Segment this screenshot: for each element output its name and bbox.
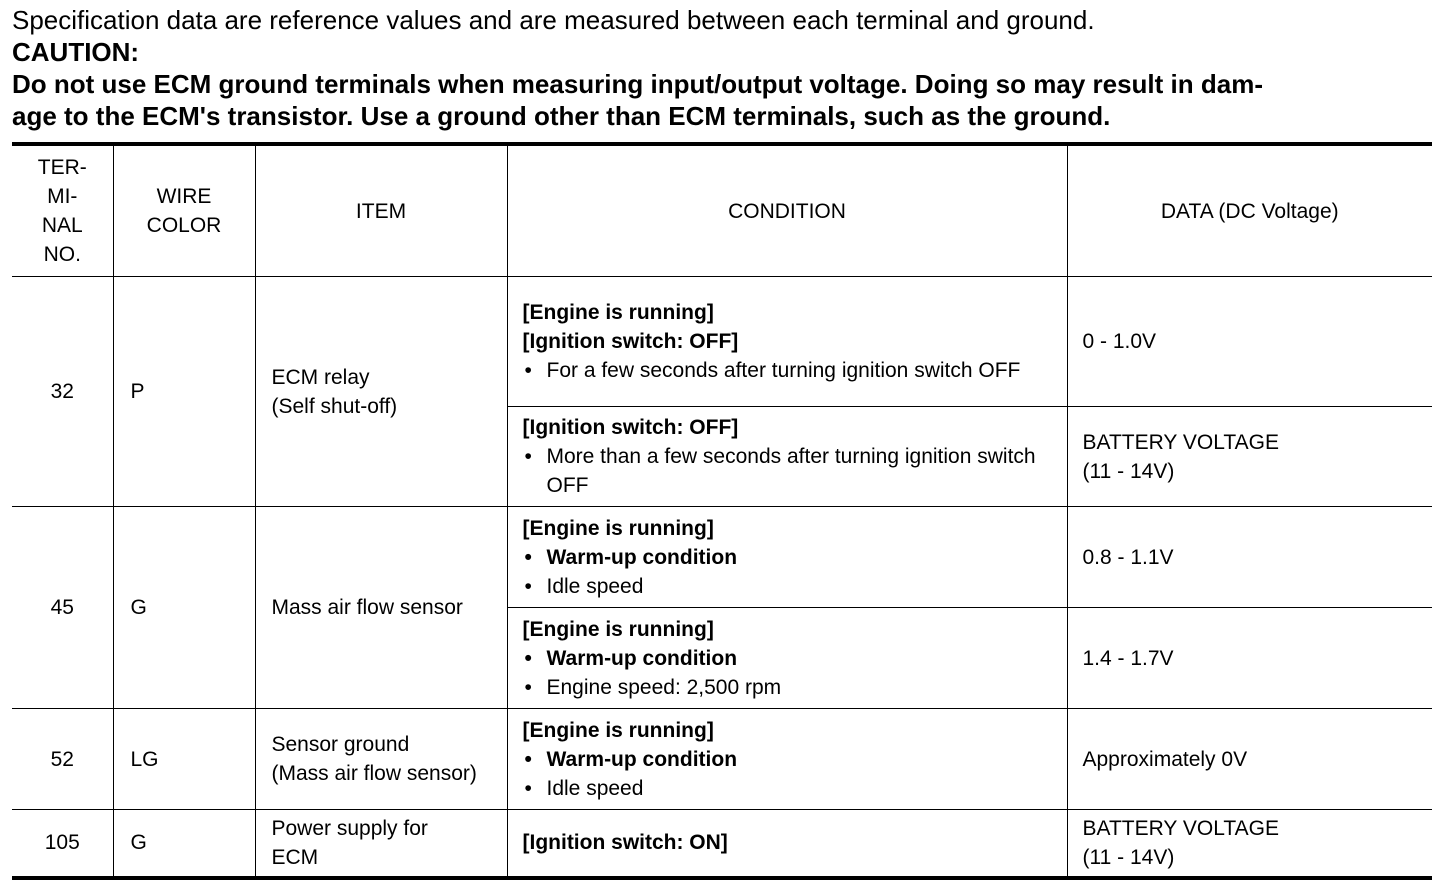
header-text: TER- bbox=[37, 156, 87, 179]
condition-heading: [Engine is running] bbox=[522, 516, 714, 540]
data-value: 1.4 - 1.7V bbox=[1082, 646, 1174, 670]
condition-heading: [Engine is running] bbox=[522, 718, 714, 742]
caution-title: CAUTION: bbox=[12, 37, 140, 67]
condition-heading: [Ignition switch: OFF] bbox=[522, 416, 739, 439]
item-cell bbox=[255, 507, 507, 709]
terminal-no: 105 bbox=[12, 810, 113, 878]
condition-bullet: • For a few seconds after turning ignition switch OFF bbox=[523, 356, 1061, 385]
header-text: MI- bbox=[47, 185, 78, 208]
data-value: BATTERY VOLTAGE bbox=[1082, 816, 1279, 840]
caution-body bbox=[12, 68, 1432, 132]
terminal-spec-table bbox=[12, 142, 1432, 880]
wire-color: G bbox=[113, 810, 255, 878]
data-cell bbox=[1067, 709, 1432, 810]
table-row bbox=[12, 709, 1432, 810]
header-terminal-no bbox=[12, 144, 113, 277]
condition-cell bbox=[507, 709, 1067, 810]
item-cell bbox=[255, 810, 507, 878]
data-cell bbox=[1067, 608, 1432, 709]
terminal-no: 52 bbox=[12, 709, 113, 810]
table-header-row bbox=[12, 144, 1432, 277]
condition-bullet: • Idle speed bbox=[523, 572, 1061, 601]
condition-cell bbox=[507, 608, 1067, 709]
data-cell bbox=[1067, 507, 1432, 608]
header-condition: CONDITION bbox=[507, 144, 1067, 277]
terminal-no: 45 bbox=[12, 507, 113, 709]
header-item: ITEM bbox=[255, 144, 507, 277]
header-text: NAL bbox=[41, 214, 83, 237]
data-value: 0.8 - 1.1V bbox=[1082, 545, 1174, 569]
terminal-no: 32 bbox=[12, 277, 113, 507]
condition-cell bbox=[507, 407, 1067, 507]
item-text: (Mass air flow sensor) bbox=[271, 762, 477, 785]
condition-bullet: • Warm-up condition bbox=[523, 543, 1061, 572]
caution-line: Do not use ECM ground terminals when measuring input/output voltage. Doing so may result in dam- bbox=[12, 69, 1263, 99]
item-text: ECM relay bbox=[271, 365, 370, 389]
condition-bullet: • Warm-up condition bbox=[523, 745, 1061, 774]
wire-color: G bbox=[113, 507, 255, 709]
condition-cell bbox=[507, 277, 1067, 407]
item-text: Mass air flow sensor bbox=[271, 596, 463, 619]
condition-bullet: • Idle speed bbox=[523, 774, 1061, 803]
condition-heading: [Ignition switch: ON] bbox=[522, 831, 728, 855]
condition-cell bbox=[507, 507, 1067, 608]
item-text: ECM bbox=[271, 845, 319, 869]
item-text: Power supply for bbox=[271, 816, 428, 840]
item-text: (Self shut-off) bbox=[271, 394, 398, 418]
data-cell bbox=[1067, 407, 1432, 507]
intro-text: Specification data are reference values and are measured between each terminal and ground. bbox=[12, 5, 1095, 35]
header-text: NO. bbox=[43, 243, 81, 266]
wire-color: P bbox=[113, 277, 255, 507]
table-row bbox=[12, 810, 1432, 878]
header-text: WIRE bbox=[156, 185, 212, 208]
header-data: DATA (DC Voltage) bbox=[1067, 144, 1432, 277]
data-value: (11 - 14V) bbox=[1082, 845, 1175, 869]
data-cell bbox=[1067, 277, 1432, 407]
condition-bullet: • Engine speed: 2,500 rpm bbox=[523, 673, 1061, 702]
condition-heading: [Ignition switch: OFF] bbox=[522, 330, 739, 353]
data-value: 0 - 1.0V bbox=[1082, 330, 1157, 353]
data-cell bbox=[1067, 810, 1432, 878]
item-cell bbox=[255, 277, 507, 507]
condition-bullet: • Warm-up condition bbox=[523, 644, 1061, 673]
item-cell bbox=[255, 709, 507, 810]
header-wire-color bbox=[113, 144, 255, 277]
condition-heading: [Engine is running] bbox=[522, 617, 714, 641]
condition-cell bbox=[507, 810, 1067, 878]
header-text: COLOR bbox=[146, 214, 222, 237]
table-row bbox=[12, 277, 1432, 407]
data-value: Approximately 0V bbox=[1082, 747, 1248, 771]
condition-heading: [Engine is running] bbox=[522, 301, 714, 324]
data-value: (11 - 14V) bbox=[1082, 459, 1175, 483]
caution-line: age to the ECM's transistor. Use a ground other than ECM terminals, such as the ground. bbox=[12, 101, 1111, 131]
item-text: Sensor ground bbox=[271, 733, 410, 756]
condition-bullet: • More than a few seconds after turning ignition switch OFF bbox=[523, 442, 1061, 500]
wire-color: LG bbox=[113, 709, 255, 810]
table-row bbox=[12, 507, 1432, 608]
data-value: BATTERY VOLTAGE bbox=[1082, 430, 1279, 454]
